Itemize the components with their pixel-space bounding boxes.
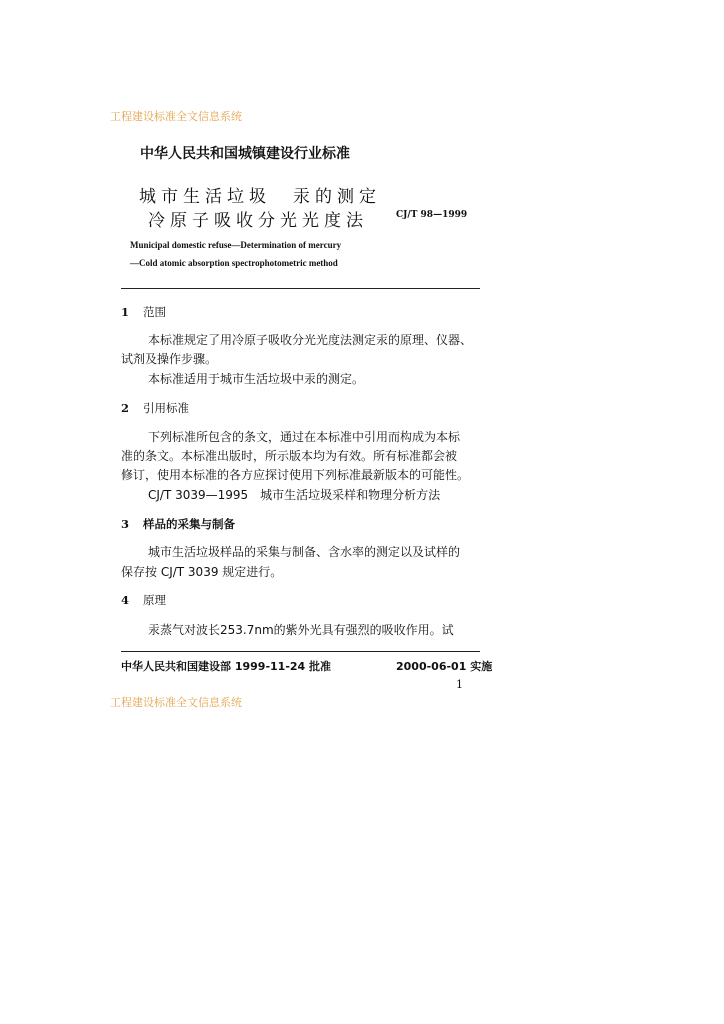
s1-paragraph1-line1: 本标准规定了用冷原子吸收分光光度法测定汞的原理、仪器、 bbox=[148, 333, 473, 347]
section-title: 原理 bbox=[143, 593, 166, 607]
s2-referenced-standard: CJ/T 3039—1995 城市生活垃圾采样和物理分析方法 bbox=[148, 488, 441, 502]
section-number: 3 bbox=[121, 517, 130, 531]
section-title: 引用标准 bbox=[143, 401, 189, 415]
section-title: 范围 bbox=[143, 305, 166, 319]
section-1-heading bbox=[121, 304, 166, 320]
title-en-line2: —Cold atomic absorption spectrophotometric method bbox=[130, 258, 338, 268]
watermark-top: 工程建设标准全文信息系统 bbox=[110, 110, 242, 123]
section-4-heading bbox=[121, 592, 166, 608]
section-number: 2 bbox=[121, 401, 130, 415]
s3-paragraph1-line2: 保存按 CJ/T 3039 规定进行。 bbox=[121, 565, 283, 579]
page-number: 1 bbox=[456, 678, 463, 691]
section-number: 4 bbox=[121, 593, 130, 607]
title-en-line1: Municipal domestic refuse—Determination of mercury bbox=[130, 240, 342, 250]
standard-organization: 中华人民共和国城镇建设行业标准 bbox=[140, 146, 350, 162]
s2-paragraph1-line2: 准的条文。本标准出版时，所示版本均为有效。所有标准都会被 bbox=[121, 449, 458, 463]
s2-paragraph1-line3: 修订，使用本标准的各方应探讨使用下列标准最新版本的可能性。 bbox=[121, 468, 470, 482]
title-cn-line1: 城市生活垃圾 汞的测定 bbox=[139, 187, 381, 207]
s1-paragraph2: 本标准适用于城市生活垃圾中汞的测定。 bbox=[148, 372, 365, 386]
watermark-bottom: 工程建设标准全文信息系统 bbox=[110, 696, 242, 709]
section-title: 样品的采集与制备 bbox=[143, 517, 235, 531]
s1-paragraph1-line2: 试剂及操作步骤。 bbox=[121, 352, 218, 366]
footer-rule bbox=[121, 651, 480, 652]
s2-paragraph1-line1: 下列标准所包含的条文，通过在本标准中引用而构成为本标 bbox=[148, 430, 461, 444]
s3-paragraph1-line1: 城市生活垃圾样品的采集与制备、含水率的测定以及试样的 bbox=[148, 545, 461, 559]
header-rule bbox=[121, 288, 480, 289]
effective-date: 2000-06-01 实施 bbox=[396, 660, 493, 673]
approval-statement: 中华人民共和国建设部 1999-11-24 批准 bbox=[121, 660, 332, 673]
title-cn-line2: 冷原子吸收分光光度法 bbox=[148, 211, 368, 231]
standard-code: CJ/T 98—1999 bbox=[396, 210, 468, 220]
section-2-heading bbox=[121, 400, 189, 416]
s4-paragraph1-line1: 汞蒸气对波长253.7nm的紫外光具有强烈的吸收作用。试 bbox=[148, 623, 454, 637]
section-number: 1 bbox=[121, 305, 130, 319]
section-3-heading bbox=[121, 516, 235, 532]
